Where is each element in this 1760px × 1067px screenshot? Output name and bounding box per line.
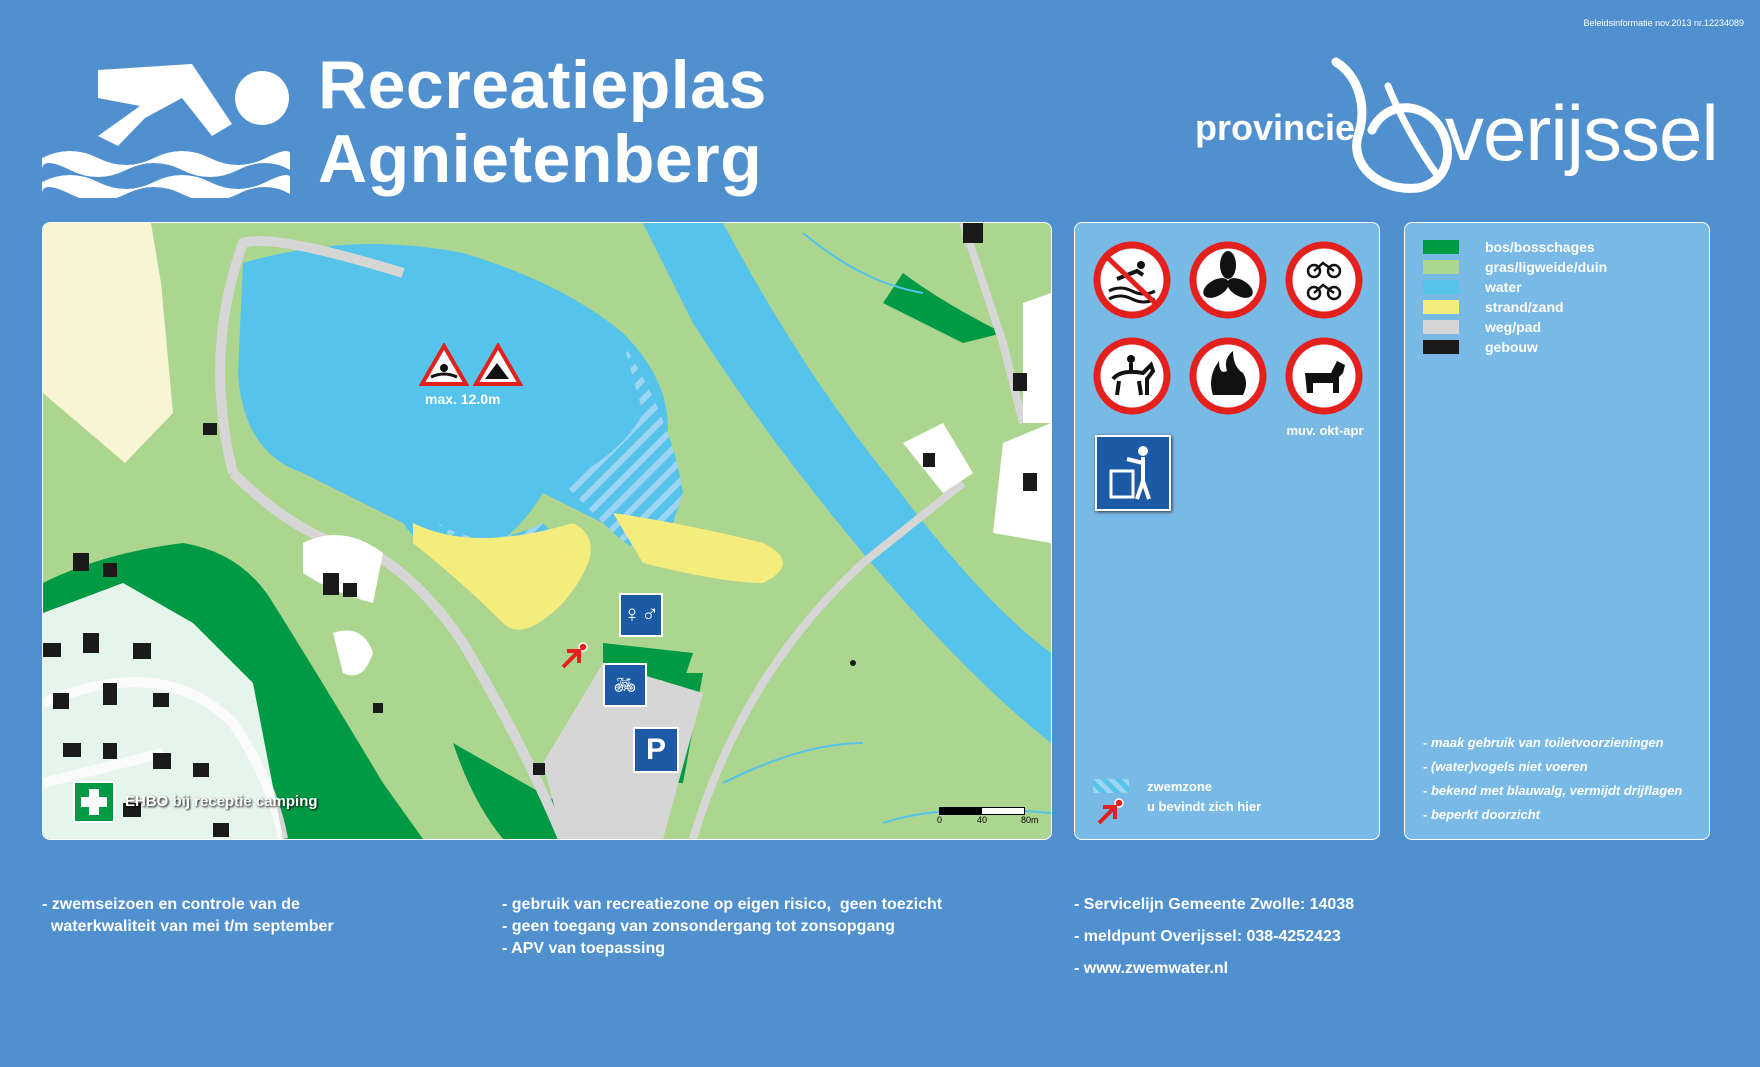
province-logo-mark bbox=[1328, 56, 1458, 201]
footer-contact bbox=[1074, 894, 1354, 980]
parking-icon: P bbox=[633, 727, 679, 773]
footer-servicelijn: - Servicelijn Gemeente Zwolle: 14038 bbox=[1074, 896, 1355, 913]
map[interactable] bbox=[42, 222, 1052, 840]
scale-bar bbox=[939, 807, 1025, 815]
footer-line: - APV van toepassing bbox=[502, 940, 665, 957]
scale-tick-0: 0 bbox=[937, 815, 943, 825]
legend-label: strand/zand bbox=[1485, 299, 1564, 315]
legend-swatch bbox=[1423, 320, 1459, 334]
drowning-warning-icon bbox=[419, 343, 469, 387]
no-horses-icon bbox=[1093, 337, 1171, 415]
steep-bank-warning-icon bbox=[473, 343, 523, 387]
reference-number: Beleidsinformatie nov.2013 nr.12234089 bbox=[1583, 18, 1744, 28]
no-boat-propeller-icon bbox=[1189, 241, 1267, 319]
scale-tick-80: 80m bbox=[1021, 815, 1039, 825]
legend-label: weg/pad bbox=[1485, 319, 1542, 335]
no-fire-icon bbox=[1189, 337, 1267, 415]
rule-blue-algae: - bekend met blauwalg, vermijdt drijflagen bbox=[1423, 783, 1683, 798]
depth-label: max. 12.0m bbox=[425, 391, 501, 407]
legend-label: water bbox=[1485, 279, 1522, 295]
toilet-icon: ♀♂ bbox=[619, 593, 663, 637]
no-mopeds-bicycles-icon bbox=[1285, 241, 1363, 319]
litter-bin-icon bbox=[1095, 435, 1171, 511]
swimmer-icon bbox=[40, 58, 290, 198]
rule-toilets: - maak gebruik van toiletvoorzieningen bbox=[1423, 735, 1664, 750]
footer-website-link[interactable]: - www.zwemwater.nl bbox=[1074, 960, 1229, 977]
first-aid-icon bbox=[73, 781, 115, 823]
page-title bbox=[318, 48, 767, 196]
bicycle-parking-icon: 🚲︎ bbox=[603, 663, 647, 707]
rule-no-feeding: - (water)vogels niet voeren bbox=[1423, 759, 1588, 774]
legend-swatch bbox=[1423, 340, 1459, 354]
map-canvas bbox=[43, 223, 1051, 839]
dogs-note: muv. okt-apr bbox=[1286, 423, 1364, 438]
rule-visibility: - beperkt doorzicht bbox=[1423, 807, 1541, 822]
legend-swatch bbox=[1423, 280, 1459, 294]
prohibition-signs-panel bbox=[1074, 222, 1380, 840]
logo-word-overijssel: verijssel bbox=[1445, 89, 1718, 177]
footer-line: - zwemseizoen en controle van de bbox=[42, 896, 300, 913]
swim-zone-label: zwemzone bbox=[1147, 779, 1213, 794]
footer-season bbox=[42, 894, 334, 938]
legend-swatch bbox=[1423, 260, 1459, 274]
no-dogs-icon bbox=[1285, 337, 1363, 415]
legend-swatch bbox=[1423, 240, 1459, 254]
you-are-here-label: u bevindt zich hier bbox=[1147, 799, 1262, 814]
footer-rules bbox=[502, 894, 942, 960]
title-line-1: Recreatieplas bbox=[318, 47, 767, 123]
logo-word-provincie: provincie bbox=[1195, 107, 1356, 148]
footer-line: - geen toegang van zonsondergang tot zonsopgang bbox=[502, 918, 895, 935]
footer-line: waterkwaliteit van mei t/m september bbox=[42, 918, 334, 935]
scale-tick-40: 40 bbox=[977, 815, 988, 825]
title-line-2: Agnietenberg bbox=[318, 121, 763, 197]
legend-you-are-here-icon bbox=[1095, 797, 1125, 827]
legend-label: gras/ligweide/duin bbox=[1485, 259, 1608, 275]
legend-panel bbox=[1404, 222, 1710, 840]
legend-label: bos/bosschages bbox=[1485, 239, 1595, 255]
swim-zone-swatch bbox=[1093, 779, 1129, 793]
no-diving-icon bbox=[1093, 241, 1171, 319]
footer-meldpunt: - meldpunt Overijssel: 038-4252423 bbox=[1074, 928, 1341, 945]
legend-label: gebouw bbox=[1485, 339, 1538, 355]
legend-swatch bbox=[1423, 300, 1459, 314]
ehbo-label: EHBO bij receptie camping bbox=[125, 793, 318, 810]
you-are-here-icon bbox=[559, 641, 589, 671]
footer-line: - gebruik van recreatiezone op eigen risico, geen toezicht bbox=[502, 896, 943, 913]
